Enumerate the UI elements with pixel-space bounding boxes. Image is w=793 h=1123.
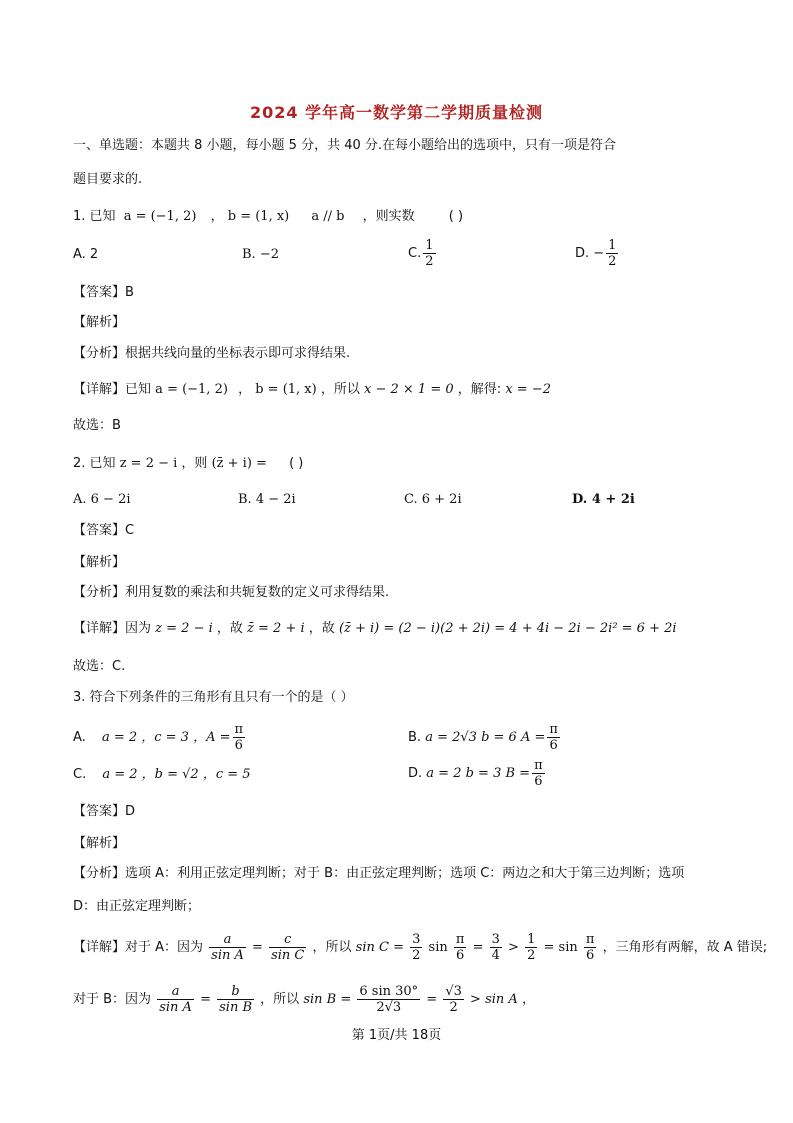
q2-expression: (z̄ + i) =	[211, 456, 267, 471]
q2-analysis-label: 【解析】	[73, 555, 126, 570]
q1-option-d: D. − $\frac{1}{2}$	[575, 238, 617, 269]
q1-option-a: A. 2	[73, 247, 99, 262]
q3-da-frac4: $\frac{\pi}{6}$	[455, 932, 465, 963]
q1-detail: 【详解】已知 a = (−1, 2) ， b = (1, x) ，所以 x − 2 × 1 = 0 ，解得: x = −2	[73, 382, 551, 397]
q1-answer: 【答案】B	[73, 285, 134, 300]
q2-option-c: C. 6 + 2i	[404, 492, 462, 507]
q2-choice: 故选：C.	[73, 659, 126, 674]
q1-option-c-fraction: $\frac{1}{2}$	[425, 238, 434, 269]
q1-stem-tail: ，则实数	[362, 209, 415, 224]
q1-parallel-cond: a // b	[311, 209, 345, 224]
q3-stem: 3. 符合下列条件的三角形有且只有一个的是（ ）	[73, 690, 354, 705]
section-heading-line2: 题目要求的.	[73, 172, 143, 187]
q3-option-b: B. a = 2√3 b = 6 A = $\frac{\pi}{6}$	[408, 722, 558, 753]
q3-analysis-summary-2: D：由正弦定理判断；	[73, 899, 201, 914]
q3-option-a-fraction: $\frac{\pi}{6}$	[234, 722, 244, 753]
q1-vector-a: a = (−1, 2)	[123, 209, 197, 224]
q2-option-b: B. 4 − 2i	[238, 492, 296, 507]
q3-option-c: C. a = 2 ，b = √2 ，c = 5	[73, 767, 251, 782]
section-heading-line1: 一、单选题：本题共 8 小题，每小题 5 分，共 40 分.在每小题给出的选项中，只有一项是符合	[73, 138, 617, 153]
q3-db-frac2: $\frac{b}{\text{sin B}}$	[219, 984, 253, 1015]
page-footer: 第 1页/共 18页	[351, 1028, 442, 1043]
q3-analysis-summary-1: 【分析】选项 A：利用正弦定理判断；对于 B：由正弦定理判断；选项 C：两边之和大于第三边判断；选项	[73, 866, 685, 881]
q3-detail-a: 【详解】对于 A：因为 $\frac{a}{\text{sin A}}$ = $\frac{c}{\text{sin C}}$ ，所以 sin C = $\frac{3}{2}$ sin $\frac{\pi}{6}$ = $\frac{3}{4}$ > $\frac{1}{2}$ = sin $\frac{\pi}{6}$ ，三角形有两解，故 A 错误;	[73, 932, 768, 963]
q1-stem: 1. 已知 a = (−1, 2) ， b = (1, x) a // b ，则实数 ( )	[73, 209, 464, 224]
q3-db-frac3: $\frac{6 \sin 30^\circ}{2√3}$	[359, 984, 419, 1015]
q1-detail-solution: x = −2	[505, 382, 551, 397]
q2-blank: ( )	[289, 456, 304, 471]
q2-detail-calculation: (z̄ + i) = (2 − i)(2 + 2i) = 4 + 4i − 2i − 2i² = 6 + 2i	[338, 621, 677, 636]
page-title: 2024 学年高一数学第二学期质量检测	[249, 103, 544, 122]
q3-da-frac2: $\frac{c}{\text{sin C}}$	[271, 932, 305, 963]
q2-detail-zbar: z̄ = 2 + i	[247, 621, 305, 636]
q2-z-definition: z = 2 − i	[119, 456, 178, 471]
q1-analysis-label: 【解析】	[73, 315, 126, 330]
q2-detail-z: z = 2 − i	[155, 621, 213, 636]
q3-analysis-label: 【解析】	[73, 836, 126, 851]
q3-db-frac1: $\frac{a}{\text{sin A}}$	[159, 984, 192, 1015]
q3-da-frac3: $\frac{3}{2}$	[412, 932, 421, 963]
q2-option-a: A. 6 − 2i	[73, 492, 131, 507]
q2-detail: 【详解】因为 z = 2 − i ，故 z̄ = 2 + i ，故 (z̄ + i) = (2 − i)(2 + 2i) = 4 + 4i − 2i − 2i² = 6 + 2i	[73, 621, 677, 636]
q1-detail-vector-a: a = (−1, 2)	[155, 382, 228, 397]
q3-option-d-fraction: $\frac{\pi}{6}$	[534, 758, 543, 789]
q3-db-frac4: $\frac{√3}{2}$	[445, 984, 462, 1015]
q2-analysis-summary: 【分析】利用复数的乘法和共轭复数的定义可求得结果.	[73, 585, 390, 600]
q1-stem-text: 1. 已知	[73, 209, 116, 224]
q1-option-b: B. −2	[242, 247, 279, 262]
q1-detail-equation: x − 2 × 1 = 0	[364, 382, 454, 397]
q1-choice: 故选：B	[73, 418, 121, 433]
q3-option-b-fraction: $\frac{\pi}{6}$	[549, 722, 558, 753]
q3-da-frac1: $\frac{a}{\text{sin A}}$	[211, 932, 244, 963]
q1-vector-b: b = (1, x)	[227, 209, 290, 224]
q1-analysis-summary: 【分析】根据共线向量的坐标表示即可求得结果.	[73, 346, 351, 361]
q3-answer: 【答案】D	[73, 804, 136, 819]
q3-da-frac5: $\frac{3}{4}$	[491, 932, 500, 963]
q3-detail-b: 对于 B：因为 $\frac{a}{\text{sin A}}$ = $\frac{b}{\text{sin B}}$ ，所以 sin B = $\frac{6 \sin 30^\circ}{2√3}$ = $\frac{√3}{2}$ > sin A ，	[73, 984, 535, 1015]
q3-da-frac7: $\frac{\pi}{6}$	[585, 932, 595, 963]
q2-answer: 【答案】C	[73, 523, 135, 538]
q1-option-c: C. $\frac{1}{2}$	[408, 238, 434, 269]
q3-option-d: D. a = 2 b = 3 B = $\frac{\pi}{6}$	[408, 758, 543, 789]
q1-detail-vector-b: b = (1, x)	[255, 382, 317, 397]
q2-stem: 2. 已知 z = 2 − i ，则 (z̄ + i) = ( )	[73, 456, 304, 471]
q1-blank: ( )	[448, 209, 464, 224]
q2-option-d: D. 4 + 2i	[572, 492, 635, 507]
q3-option-a: A. a = 2 ，c = 3 ，A = $\frac{\pi}{6}$	[73, 722, 244, 753]
q3-da-frac6: $\frac{1}{2}$	[527, 932, 536, 963]
q1-option-d-fraction: $\frac{1}{2}$	[608, 238, 617, 269]
